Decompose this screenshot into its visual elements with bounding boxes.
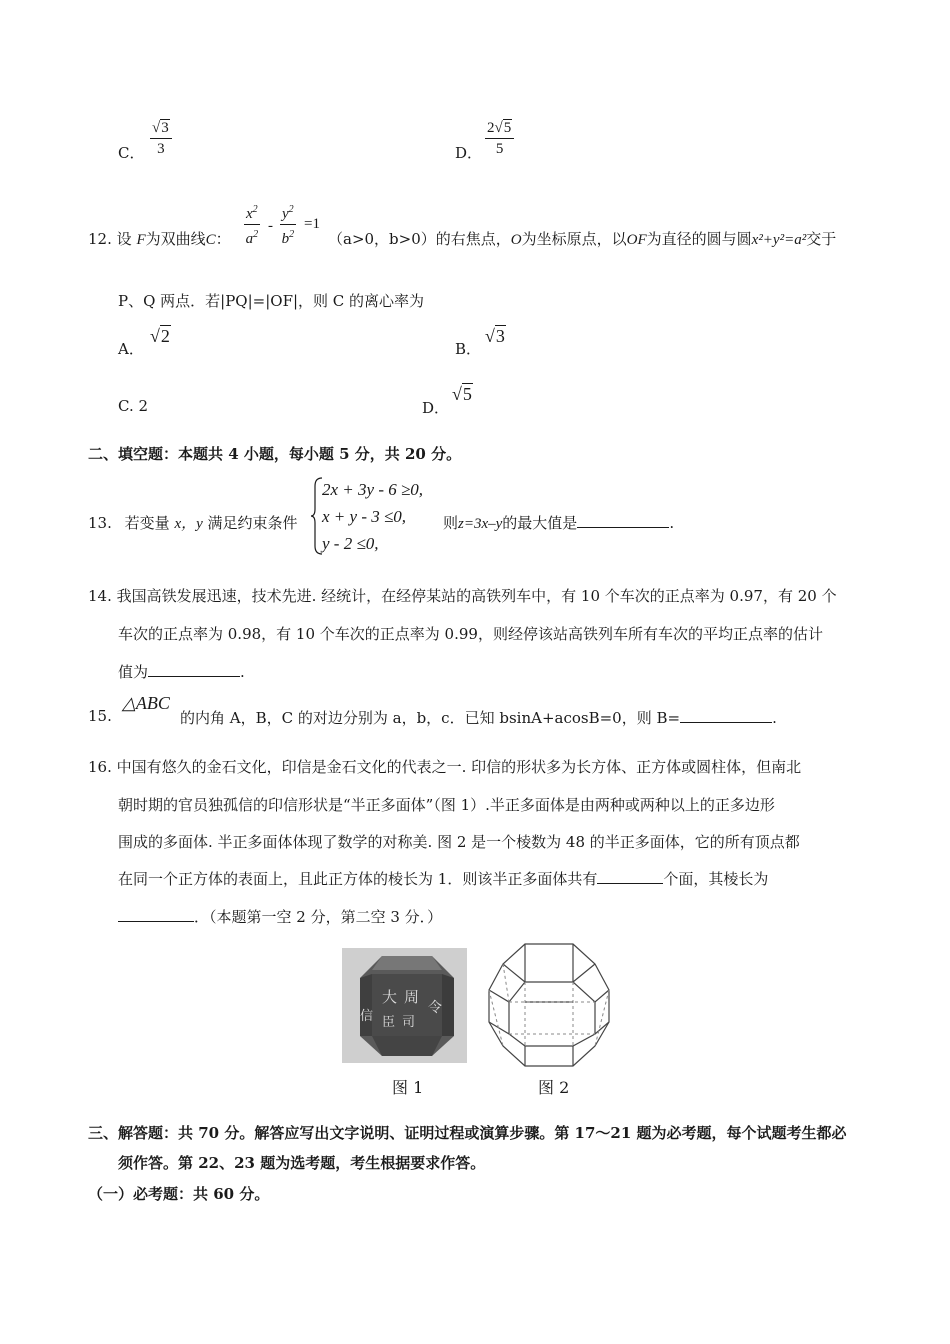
q15-stem [180,707,777,728]
q11-d-denominator: 5 [495,141,504,157]
q13-number: 13. [88,514,112,532]
q12-option-a-radicand: 2 [160,326,170,346]
q13-stem-right [443,512,674,533]
q12-minus: - [268,218,273,234]
q13-vars: x，y [174,516,203,532]
q16-text: 在同一个正方体的表面上，且此正方体的棱长为 1．则该半正多面体共有 [118,870,598,888]
figure-2-caption: 图 2 [538,1078,570,1097]
q14-text: 值为 [118,663,149,681]
q13-expression: z=3x–y [458,516,503,532]
q13-constraint-3: y - 2 ≤0, [322,534,379,553]
q14-line1: 14. 我国高铁发展迅速，技术先进. 经统计，在经停某站的高铁列车中，有 10 个车次的正点率为 0.97，有 20 个 [88,587,837,605]
q14-line2: 车次的正点率为 0.98，有 10 个车次的正点率为 0.99，则经停该站高铁列车所有车次的平均正点率的估计 [118,625,823,643]
seal-char: 信 [360,1009,374,1024]
q15-period: . [772,709,777,727]
q13-constraints [322,476,423,557]
section2-title: 二、填空题：本题共 4 小题，每小题 5 分，共 20 分。 [88,445,462,463]
q12-option-d-label: D． [422,399,450,417]
q12-var-f: F [136,232,146,248]
seal-char: 周 [404,988,420,1006]
q16-blank-edge[interactable] [118,907,194,922]
q11-c-radicand: 3 [161,120,169,136]
section3-line2: 须作答。第 22、23 题为选考题，考生根据要求作答。 [118,1154,486,1172]
q11-option-d-fraction: $\frac{2√5}{5}$ [485,118,514,159]
seal-char: 司 [402,1015,416,1030]
q12-frac-x-den: a [245,231,254,247]
q12-colon: ： [215,230,231,248]
q11-option-c-label: C． [118,144,145,162]
q14-answer-blank[interactable] [148,662,240,677]
q12-frac-x: $\frac{x^2}{a^2}$ [244,200,260,249]
q12-var-o: O [510,232,522,248]
seal-image [342,948,467,1063]
figure-1-seal-photo [342,948,467,1063]
q16-line1: 16. 中国有悠久的金石文化，印信是金石文化的代表之一. 印信的形状多为长方体、正方体或圆柱体，但南北 [88,758,802,776]
q11-option-c-fraction: $\frac{√3}{3}$ [150,118,172,159]
q13-text: 若变量 [124,514,170,532]
q16-line3: 围成的多面体. 半正多面体体现了数学的对称美. 图 2 是一个棱数为 48 的半正多面体，它的所有顶点都 [118,833,800,851]
q13-constraint-1: 2x + 3y - 6 ≥0, [322,480,424,499]
q13-constraint-2: x + y - 3 ≤0, [322,507,407,526]
section3-line1: 三、解答题：共 70 分。解答应写出文字说明、证明过程或演算步骤。第 17～21 题为必考题，每个试题考生都必 [88,1124,847,1142]
q15-number: 15. [88,707,112,725]
figure-2-polyhedron [485,942,613,1070]
q13-stem-left [88,512,298,533]
q12-equals-one: =1 [304,216,320,232]
q11-c-denominator: 3 [157,141,165,157]
q12-option-a-label: A． [118,340,144,358]
figure-1-caption: 图 1 [392,1078,424,1097]
q12-condition: （a>0，b>0）的右焦点， [328,230,511,248]
q16-blank-faces[interactable] [597,869,663,884]
seal-char: 令 [428,1000,442,1016]
q12-number: 12. [88,230,112,248]
q15-text: 的内角 A，B，C 的对边分别为 a，b，c．已知 bsinA+acosB=0，则 B= [180,709,681,727]
q14-line3 [118,661,245,682]
q12-var-c: C [205,232,216,248]
q12-option-c: C. 2 [118,397,149,415]
q13-answer-blank[interactable] [577,513,669,528]
q15-answer-blank[interactable] [680,708,772,723]
q12-frac-y-den: b [281,231,290,247]
q12-var-of: OF [626,232,647,248]
q11-d-radicand: 5 [503,120,512,136]
seal-char: 臣 [382,1015,396,1030]
q12-text: 为双曲线 [145,230,206,248]
seal-char: 大 [382,988,398,1006]
q13-text: 的最大值是 [502,514,578,532]
q13-text: 满足约束条件 [207,514,298,532]
q16-line2: 朝时期的官员独孤信的印信形状是“半正多面体”（图 1）.半正多面体是由两种或两种以上的正多边形 [118,796,775,814]
q12-text: 为坐标原点，以 [521,230,627,248]
q12-text: 为直径的圆与圆 [646,230,752,248]
q11-option-d-label: D． [455,144,483,162]
q12-line2: P、Q 两点．若|PQ|=|OF|，则 C 的离心率为 [118,292,425,310]
q12-stem [88,198,878,248]
q13-period: . [669,514,675,532]
q12-frac-x-num: x [246,206,253,222]
q16-line4 [118,868,768,889]
section3-sub1: （一）必考题：共 60 分。 [88,1185,270,1203]
q16-text: ．（本题第一空 2 分，第二空 3 分．） [194,908,443,926]
q16-line5 [118,906,442,927]
q11-d-coefficient: 2 [487,120,495,136]
q13-text: 则 [443,514,459,532]
q12-frac-y-num: y [282,206,289,222]
q12-option-b-radicand: 3 [495,326,505,346]
q12-frac-y: $\frac{y^2}{b^2}$ [280,200,296,249]
q12-option-b-label: B． [455,340,482,358]
q12-circle-equation: x²+y²=a² [751,232,807,248]
q16-text: 个面，其棱长为 [663,870,769,888]
q12-text: 设 [116,230,132,248]
q14-period: . [240,663,245,681]
q15-triangle: △ABC [122,693,170,713]
q12-text: 交于 [806,230,837,248]
q12-option-d-radicand: 5 [462,384,472,404]
